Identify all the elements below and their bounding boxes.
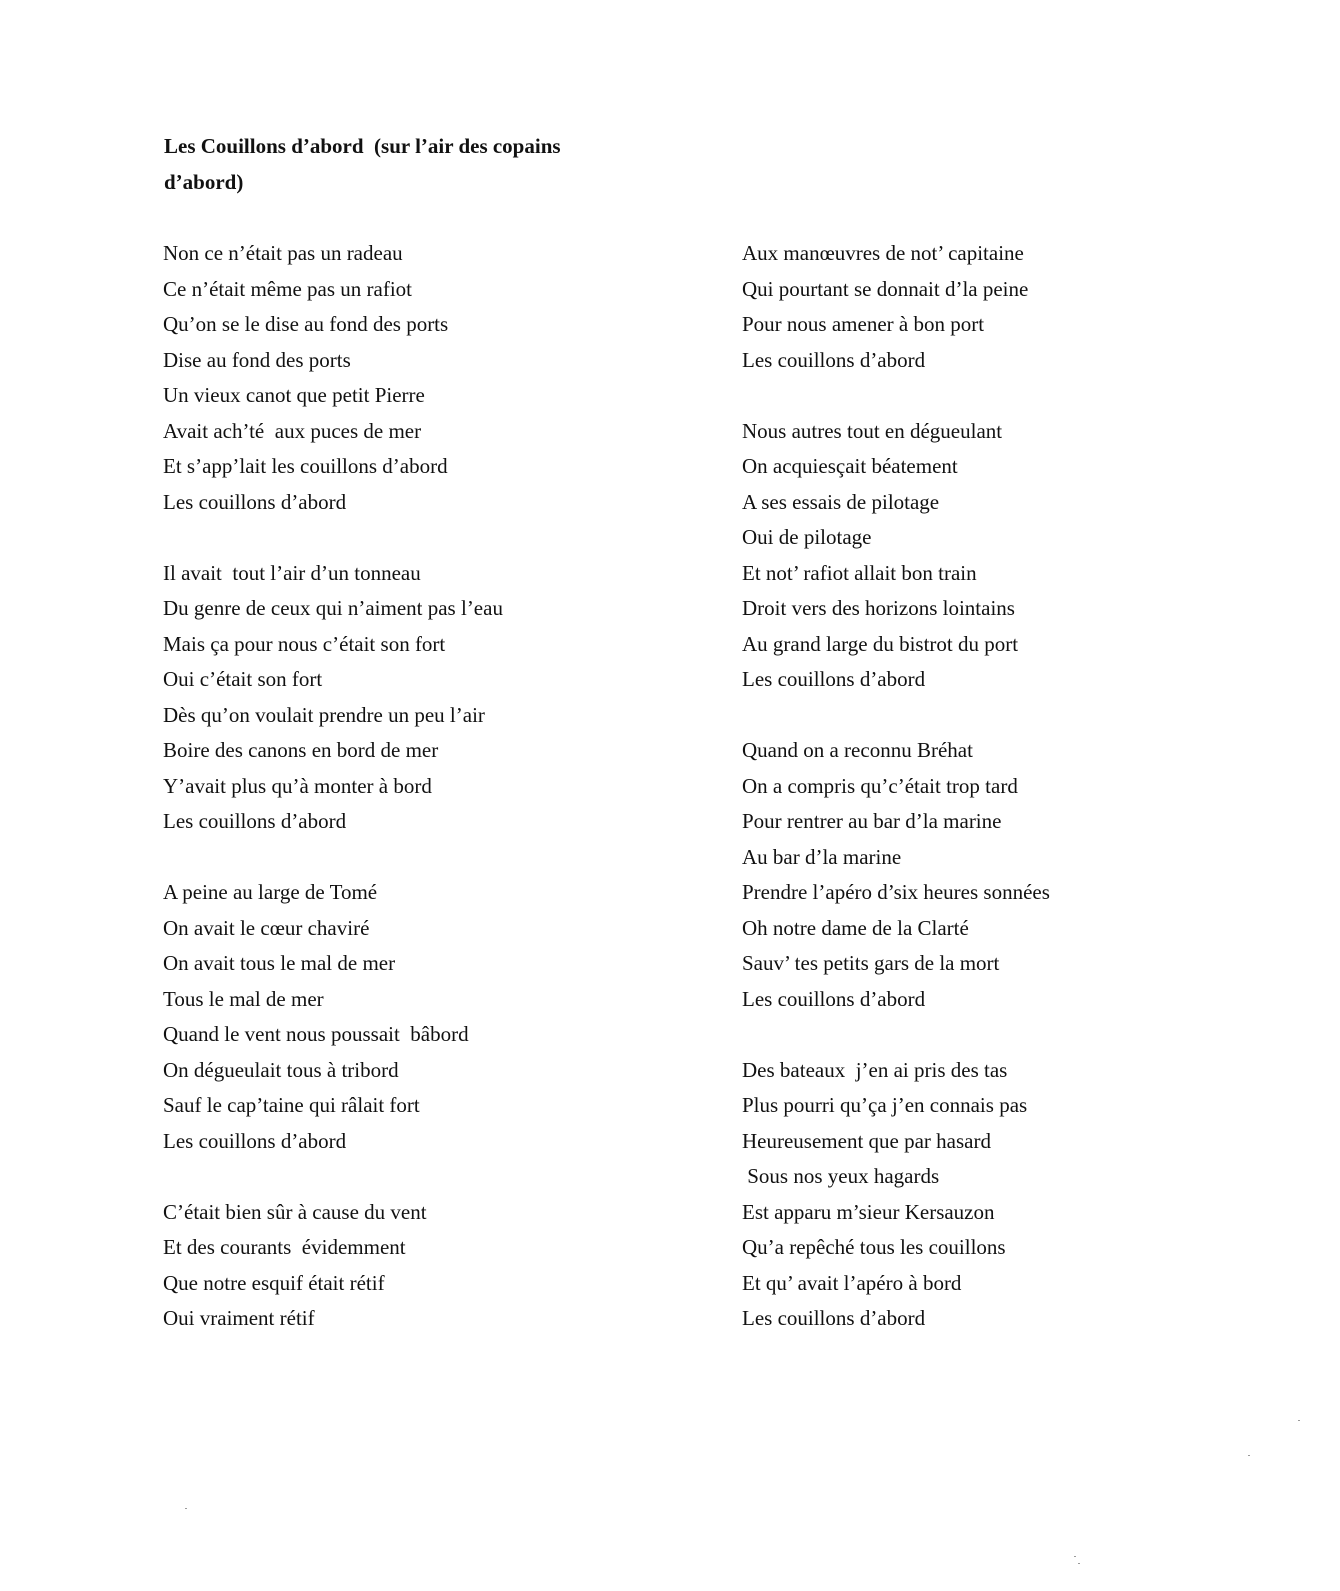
verse-line: Un vieux canot que petit Pierre [163,383,425,407]
verse-line: Pour rentrer au bar d’la marine [742,809,1002,833]
verse-line: Du genre de ceux qui n’aiment pas l’eau [163,596,503,620]
refrain-line: Les couillons d’abord [742,347,926,372]
scan-speck [1248,1455,1250,1456]
verse-line: Des bateaux j’en ai pris des tas [742,1057,1008,1082]
scan-speck [185,1508,187,1509]
verse-line: Sous nos yeux hagards [742,1164,940,1188]
verse-line: Avait ach’té aux puces de mer [163,418,422,443]
stanza-5 [742,236,1262,378]
stanza-7 [742,733,1262,1017]
refrain-line: Les couillons d’abord [163,489,347,514]
verse-line: Et not’ rafiot allait bon train [742,560,977,585]
verse-line: Droit vers des horizons lointains [742,596,1015,620]
verse-line: Au grand large du bistrot du port [742,631,1019,656]
verse-line: On avait le cœur chaviré [163,915,370,940]
verse-line: Qu’on se le dise au fond des ports [163,312,449,336]
verse-line: Plus pourri qu’ça j’en connais pas [742,1093,1028,1117]
stanza-4 [163,1195,683,1337]
refrain-line: Les couillons d’abord [742,1306,926,1330]
song-title [164,129,684,200]
refrain-line: Les couillons d’abord [163,809,347,833]
verse-line: Est apparu m’sieur Kersauzon [742,1199,995,1224]
verse-line: On a compris qu’c’était trop tard [742,773,1018,798]
stanza-2 [163,556,683,840]
verse-line: Nous autres tout en dégueulant [742,418,1003,443]
verse-line: Oh notre dame de la Clarté [742,915,969,940]
verse-line: A peine au large de Tomé [163,880,378,904]
verse-line: Tous le mal de mer [163,986,324,1011]
verse-line: Au bar d’la marine [742,844,902,869]
verse-line: Heureusement que par hasard [742,1128,991,1153]
verse-line: Prendre l’apéro d’six heures sonnées [742,880,1050,904]
verse-line: A ses essais de pilotage [742,489,940,514]
verse-line: Et qu’ avait l’apéro à bord [742,1270,962,1295]
scan-speck [1298,1420,1300,1421]
stanza-3 [163,875,683,1159]
verse-line: Oui c’était son fort [163,667,323,691]
verse-line: Dise au fond des ports [163,347,351,372]
verse-line: Aux manœuvres de not’ capitaine [742,241,1024,265]
verse-line: On avait tous le mal de mer [163,951,396,975]
verse-line: Dès qu’on voulait prendre un peu l’air [163,702,485,727]
verse-line: Y’avait plus qu’à monter à bord [163,773,432,798]
title-line-1: Les Couillons d’abord (sur l’air des copains [164,134,561,158]
verse-line: Non ce n’était pas un radeau [163,241,403,265]
stanza-6 [742,414,1262,698]
scan-speck [1078,1563,1080,1564]
stanza-1 [163,236,683,520]
verse-line: Que notre esquif était rétif [163,1270,385,1295]
verse-line: Oui de pilotage [742,525,872,549]
verse-line: Et des courants évidemment [163,1235,406,1259]
verse-line: On acquiesçait béatement [742,454,958,478]
verse-line: Il avait tout l’air d’un tonneau [163,560,421,585]
verse-line: Qui pourtant se donnait d’la peine [742,276,1029,301]
verse-line: Mais ça pour nous c’était son fort [163,631,446,656]
verse-line: Quand le vent nous poussait bâbord [163,1022,469,1046]
verse-line: On dégueulait tous à tribord [163,1057,399,1082]
title-line-2: d’abord) [164,169,244,194]
refrain-line: Les couillons d’abord [742,986,926,1011]
verse-line: Quand on a reconnu Bréhat [742,738,973,762]
verse-line: Ce n’était même pas un rafiot [163,276,412,301]
scan-speck [1074,1556,1076,1557]
verse-line: Sauv’ tes petits gars de la mort [742,951,1000,975]
refrain-line: Les couillons d’abord [742,667,926,691]
refrain-line: Les couillons d’abord [163,1128,347,1153]
verse-line: Boire des canons en bord de mer [163,738,439,762]
verse-line: C’était bien sûr à cause du vent [163,1199,427,1224]
verse-line: Pour nous amener à bon port [742,312,985,336]
verse-line: Et s’app’lait les couillons d’abord [163,454,448,478]
verse-line: Sauf le cap’taine qui râlait fort [163,1093,420,1117]
verse-line: Oui vraiment rétif [163,1306,315,1330]
right-column [742,236,1262,1372]
verse-line: Qu’a repêché tous les couillons [742,1235,1006,1259]
stanza-8 [742,1053,1262,1337]
left-column [163,236,683,1372]
